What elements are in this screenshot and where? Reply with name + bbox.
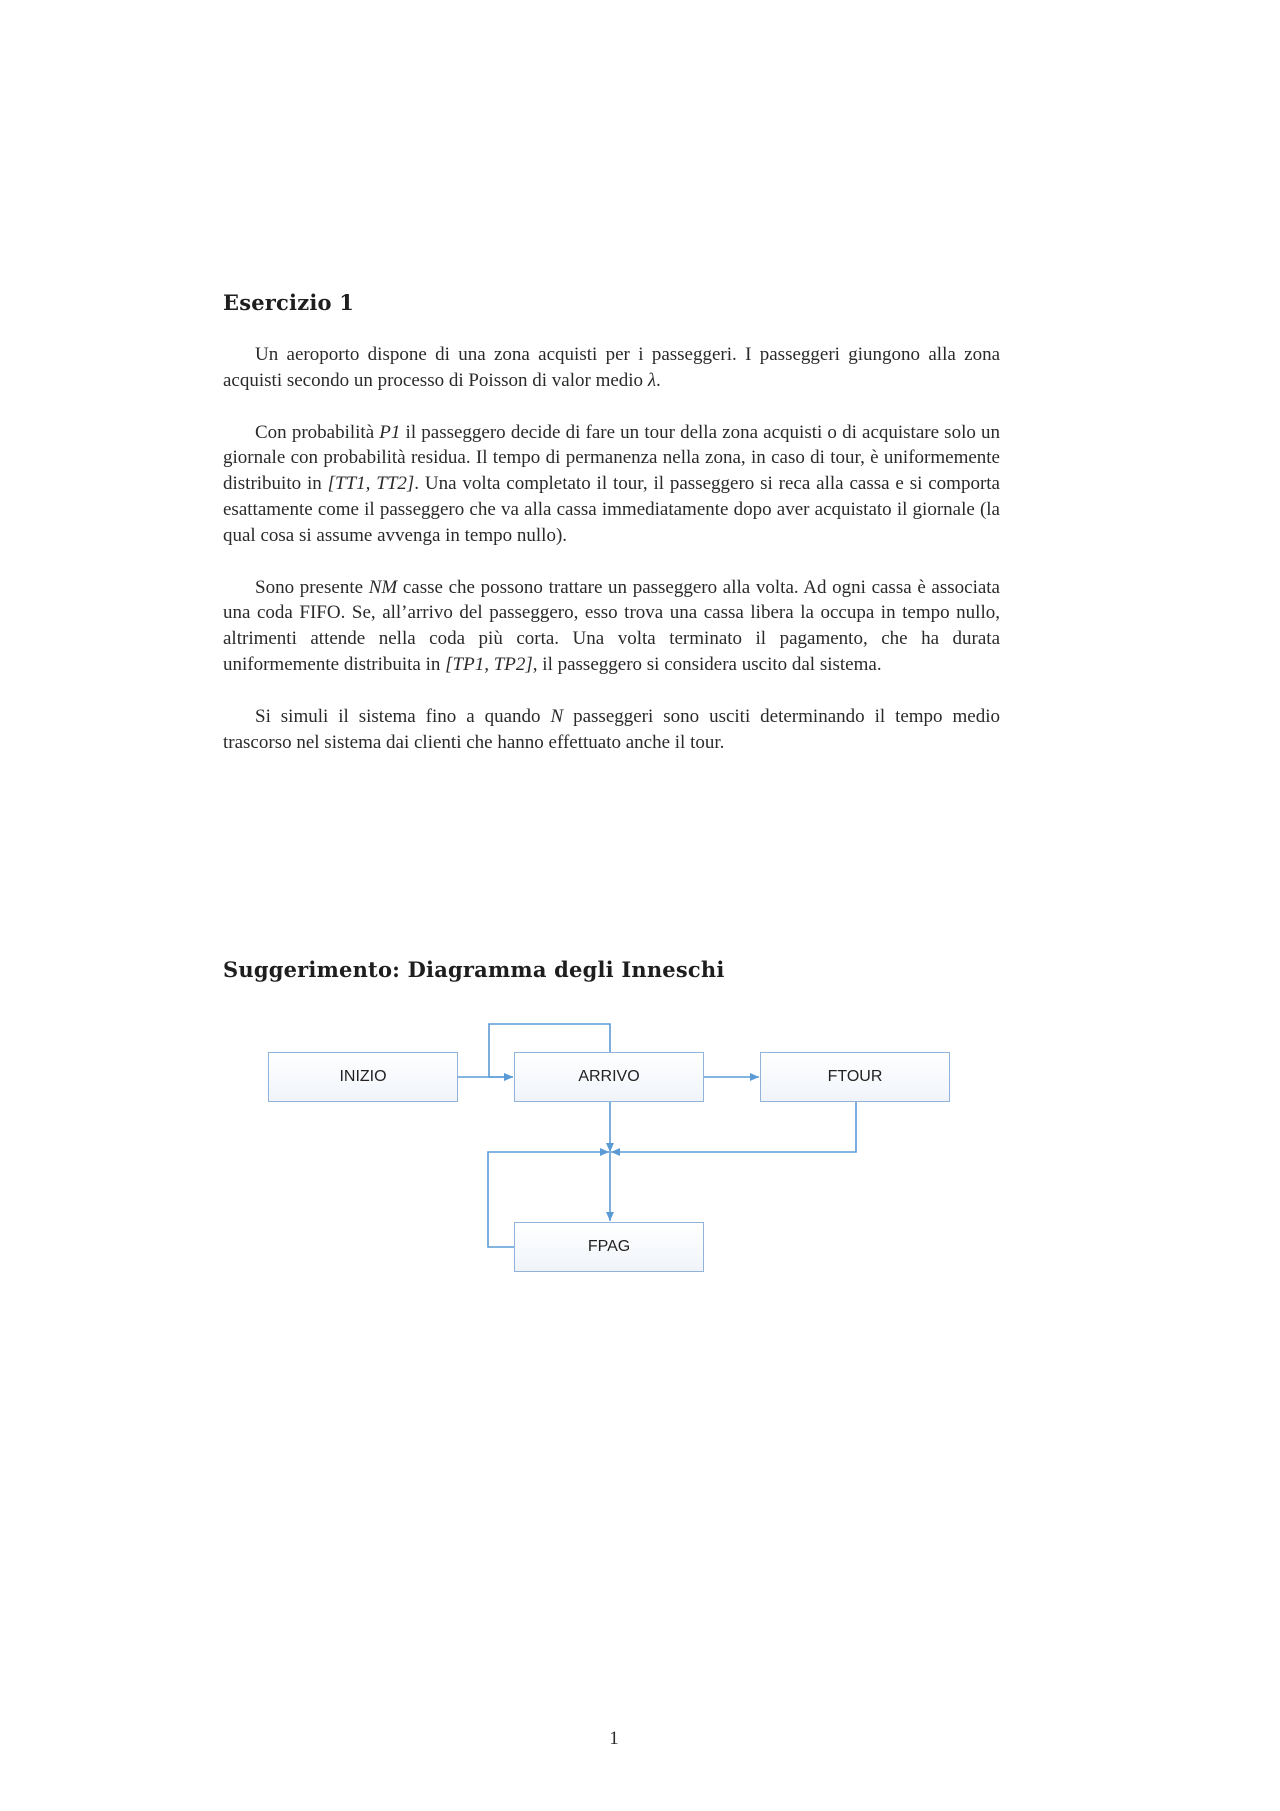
paragraph-tour: Con probabilità P1 il passeggero decide di fare un tour della zona acquisti o di acquistare solo un giornale con probabilità residua. Il tempo di permanenza nella zona, in caso di tour, è uniformemente distribuito in [TT1, TT2]. Una volta completato il tour, il passeggero si reca alla cassa e si comporta esattamente come il passeggero che va alla cassa immediatamente dopo aver acquistato il giornale (la qual cosa si assume avvenga in tempo nullo).: [223, 421, 1000, 546]
exercise-title: Esercizio 1: [223, 290, 355, 315]
node-ftour: FTOUR: [760, 1052, 950, 1102]
node-fpag: FPAG: [514, 1222, 704, 1272]
suggestion-title: Suggerimento: Diagramma degli Inneschi: [223, 957, 725, 982]
exercise-body: [223, 342, 1000, 781]
paragraph-checkout: Sono presente NM casse che possono trattare un passeggero alla volta. Ad ogni cassa è associata una coda FIFO. Se, all’arrivo del passeggero, esso trova una cassa libera la occupa in tempo nullo, altrimenti attende nella coda più corta. Una volta terminato il pagamento, che ha durata uniformemente distribuita in [TP1, TP2], il passeggero si considera uscito dal sistema.: [223, 576, 1000, 675]
edge-ftour-fpag: [611, 1102, 856, 1152]
node-arrivo: ARRIVO: [514, 1052, 704, 1102]
trigger-diagram: [260, 1012, 960, 1292]
page-number: 1: [609, 1728, 619, 1749]
node-inizio: INIZIO: [268, 1052, 458, 1102]
paragraph-simulation: Si simuli il sistema fino a quando N passeggeri sono usciti determinando il tempo medio trascorso nel sistema dai clienti che hanno effettuato anche il tour.: [223, 705, 1000, 753]
paragraph-arrivals: Un aeroporto dispone di una zona acquisti per i passeggeri. I passeggeri giungono alla zona acquisti secondo un processo di Poisson di valor medio λ.: [223, 344, 1000, 391]
